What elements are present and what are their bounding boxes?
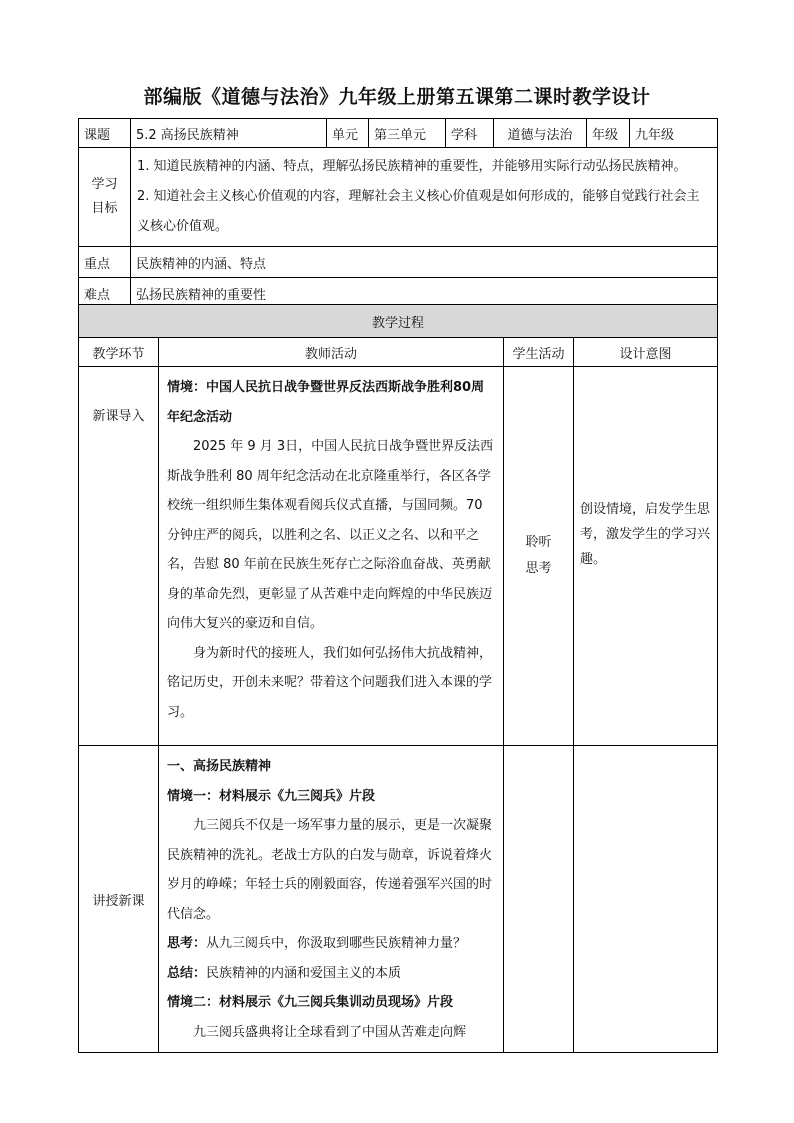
- unit-label: 单元: [327, 119, 369, 148]
- col-teacher-header: 教师活动: [159, 338, 504, 367]
- section-heading: 一、高扬民族精神: [167, 759, 272, 774]
- col-design-header: 设计意图: [574, 338, 718, 367]
- think-label: 思考：: [167, 936, 207, 951]
- goals-row: [79, 148, 718, 247]
- process-header-row: [79, 338, 718, 367]
- intro-paragraph-1: 2025 年 9 月 3日，中国人民抗日战争暨世界反法西斯战争胜利 80 周年纪念活动在北京隆重举行，各区各学校统一组织师生集体观看阅兵仪式直播，与国同频。70 分钟庄严的阅兵，以胜利之名、以正义之名、以和平之名，告慰 80 年前在民族生死存亡之际浴血奋战、英勇献身的革命先烈，更彰显了从苦难中走向辉煌的中华民族迈向伟大复兴的豪迈和自信。: [167, 439, 494, 631]
- design-intent-new-lesson: [574, 746, 718, 1053]
- context-1-paragraph: 九三阅兵不仅是一场军事力量的展示，更是一次凝聚民族精神的洗礼。老战士方队的白发与勋章，诉说着烽火岁月的峥嵘；年轻士兵的刚毅面容，传递着强军兴国的时代信念。: [167, 818, 493, 922]
- grade-value: 九年级: [630, 119, 718, 148]
- goals-cell: [131, 148, 718, 247]
- think-text: 从九三阅兵中，你汲取到哪些民族精神力量？: [206, 936, 467, 951]
- stage-intro-label: 新课导入: [92, 409, 145, 424]
- goal-item-2: 2. 知道社会主义核心价值观的内容，理解社会主义核心价值观是如何形成的，能够自觉践行社会主义核心价值观。: [137, 189, 700, 234]
- goal-item-1: 1. 知道民族精神的内涵、特点，理解弘扬民族精神的重要性，并能够用实际行动弘扬民族精神。: [137, 159, 687, 174]
- context-2-paragraph: 九三阅兵盛典将让全球看到了中国从苦难走向辉: [193, 1024, 467, 1040]
- document-title: 部编版《道德与法治》九年级上册第五课第二课时教学设计: [143, 86, 651, 108]
- subject-label: 学科: [446, 119, 494, 148]
- difficulty-label: 难点: [79, 278, 131, 309]
- stage-intro: [79, 367, 159, 746]
- info-row: [79, 119, 718, 148]
- subject-value: 道德与法治: [494, 119, 587, 148]
- summary-text: 民族精神的内涵和爱国主义的本质: [206, 965, 402, 981]
- col-stage-header: 教学环节: [79, 338, 159, 367]
- teacher-activity-intro: [159, 367, 504, 746]
- lesson-label: 课题: [79, 119, 131, 148]
- grade-label: 年级: [587, 119, 630, 148]
- key-value: 民族精神的内涵、特点: [131, 247, 718, 278]
- key-label: 重点: [79, 247, 131, 278]
- student-activity-intro: 聆听 思考: [504, 367, 574, 746]
- design-intent-intro-text: 创设情境，启发学生思考，激发学生的学习兴趣。: [580, 501, 711, 567]
- think-line: [167, 929, 497, 959]
- process-heading: 教学过程: [79, 305, 718, 338]
- process-heading-row: [79, 305, 718, 338]
- summary-line: [167, 959, 497, 989]
- lesson-value: 5.2 高扬民族精神: [131, 119, 327, 148]
- col-student-header: 学生活动: [504, 338, 574, 367]
- key-row: [79, 247, 718, 278]
- lesson-info-table: [78, 118, 718, 309]
- stage-new-lesson: [79, 746, 159, 1053]
- teacher-activity-new-lesson: [159, 746, 504, 1053]
- teaching-process-table: [78, 304, 718, 1053]
- intro-paragraph-2: 身为新时代的接班人，我们如何弘扬伟大抗战精神，铭记历史，开创未来呢？带着这个问题我们进入本课的学习。: [167, 645, 493, 720]
- intro-context-title: 情境：中国人民抗日战争暨世界反法西斯战争胜利80周年纪念活动: [167, 380, 485, 425]
- context-2-title: 情境二：材料展示《九三阅兵集训动员现场》片段: [167, 995, 454, 1010]
- context-1-title: 情境一：材料展示《九三阅兵》片段: [167, 788, 376, 804]
- new-lesson-row: [79, 746, 718, 1053]
- goals-label: 学习 目标: [79, 148, 131, 247]
- stage-new-lesson-label: 讲授新课: [92, 893, 145, 909]
- student-activity-new-lesson: [504, 746, 574, 1053]
- summary-label: 总结：: [167, 965, 207, 981]
- design-intent-intro: [574, 367, 718, 746]
- intro-row: [79, 367, 718, 746]
- difficulty-value: 弘扬民族精神的重要性: [131, 278, 718, 309]
- unit-value: 第三单元: [369, 119, 446, 148]
